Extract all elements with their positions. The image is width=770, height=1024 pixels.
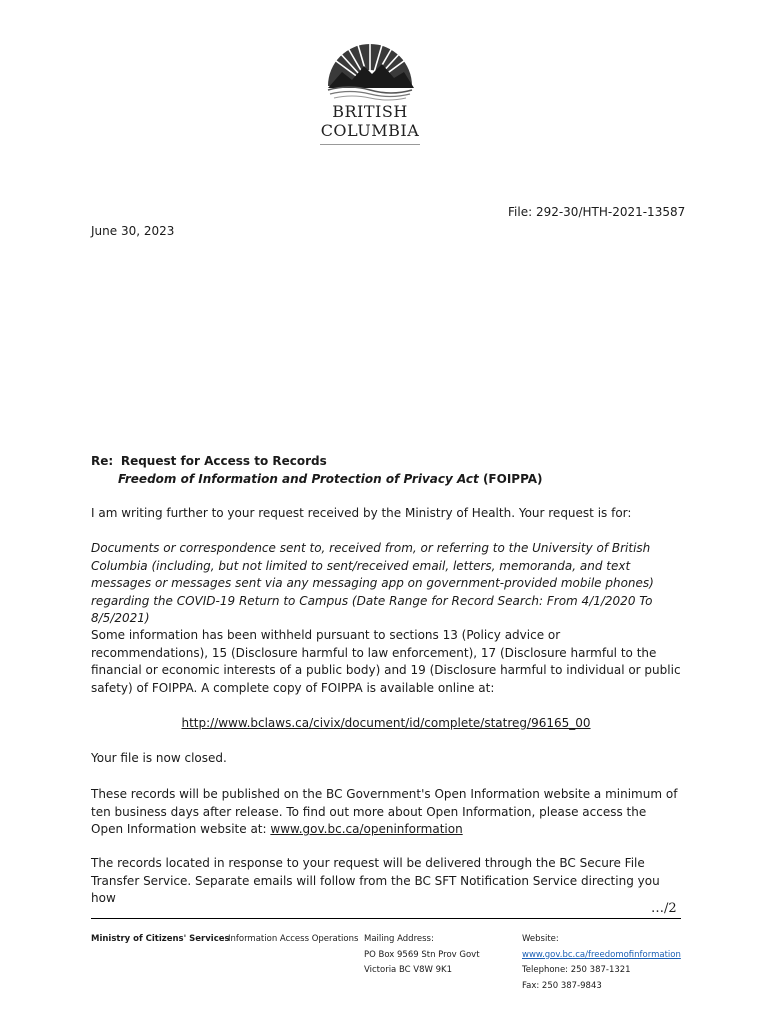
foippa-link[interactable]: http://www.bclaws.ca/civix/document/id/complete/statreg/96165_00 [181,716,591,730]
website-link[interactable]: www.gov.bc.ca/freedomofinformation [522,949,681,960]
letter-date: June 30, 2023 [91,224,175,238]
logo-text-columbia: COLUMBIA [320,121,420,140]
intro-paragraph: I am writing further to your request received by the Ministry of Health. Your request is for: [91,506,632,520]
website-label: Website: [522,934,559,944]
open-information-paragraph [91,786,681,839]
mailing-line1: PO Box 9569 Stn Prov Govt [364,949,480,960]
logo-underline [320,144,420,145]
file-reference: File: 292-30/HTH-2021-13587 [508,205,686,219]
open-information-link[interactable]: www.gov.bc.ca/openinformation [270,822,463,837]
fax: Fax: 250 387-9843 [522,980,602,991]
withheld-paragraph: Some information has been withheld pursuant to sections 13 (Policy advice or recommendations), 15 (Disclosure harmful to law enforcement), 17 (Disclosure harmful to the financial or economic interests of a public body) and 19 (Disclosure harmful to individual or public safety) of FOIPPA. A complete copy of FOIPPA is available online at: [91,628,681,695]
open-information-text: These records will be published on the BC Government's Open Information website a minimum of ten business days after release. To find out more about Open Information, please access the Open Information website at: [91,787,678,837]
subject-block [91,452,543,488]
footer-ministry: Ministry of Citizens' Services [91,934,230,944]
request-description: Documents or correspondence sent to, received from, or referring to the University of British Columbia (including, but not limited to sent/received email, letters, memoranda, and text messages or messages sent via any messaging app on government-provided mobile phones) regarding the COVID-19 Return to Campus (Date Range for Record Search: From 4/1/2020 To 8/5/2021) [91,541,654,626]
sun-mountains-icon [312,42,428,102]
foippa-link-line [91,716,681,730]
bc-government-logo [312,42,428,148]
act-title: Freedom of Information and Protection of Privacy Act [118,472,479,486]
act-abbrev: (FOIPPA) [482,472,543,486]
delivery-paragraph: The records located in response to your request will be delivered through the BC Secure File Transfer Service. Separate emails will follow from the BC SFT Notification Service directing you how [91,856,660,906]
page-continuation: …/2 [651,901,677,916]
logo-text-british: BRITISH [332,102,408,121]
footer-divider [91,918,681,919]
file-closed-paragraph: Your file is now closed. [91,751,227,765]
footer-operations: Information Access Operations [228,934,359,944]
mailing-line2: Victoria BC V8W 9K1 [364,965,453,975]
mailing-label: Mailing Address: [364,934,434,944]
re-subject: Request for Access to Records [120,454,327,468]
telephone: Telephone: 250 387-1321 [522,965,631,975]
re-label: Re: [91,454,114,468]
footer-mailing-address [364,932,480,979]
footer-contact [522,932,681,994]
